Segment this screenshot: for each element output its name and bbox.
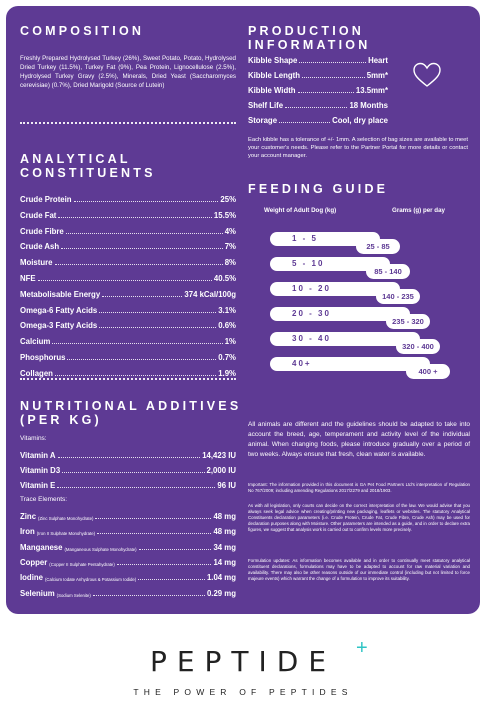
row-label: Calcium <box>20 337 51 347</box>
production-row <box>248 101 388 110</box>
value-row <box>20 255 236 267</box>
feeding-grams-badge: 400 + <box>406 364 450 379</box>
brand-plus-mark: + <box>356 637 368 659</box>
row-leader <box>93 595 205 596</box>
value-row <box>20 271 236 283</box>
row-value: 48 mg <box>213 527 236 537</box>
row-label: Kibble Width <box>248 86 296 95</box>
row-note: (Zinc Sulphate Monohydrate) <box>38 516 94 521</box>
feeding-title: FEEDING GUIDE <box>248 182 389 196</box>
row-label: Omega-6 Fatty Acids <box>20 305 98 315</box>
row-leader <box>38 280 212 281</box>
additives-title-line1: NUTRITIONAL ADDITIVES <box>20 399 242 413</box>
row-leader <box>102 296 182 297</box>
additives-title-line2: (PER KG) <box>20 413 102 427</box>
composition-text: Freshly Prepared Hydrolysed Turkey (26%), Sweet Potato, Potato, Hydrolysed Dried Turkey (11.5%), Turkey Fat (9%), Pea Protein, Lignocellulose (2.5%), Hydrolysed Turkey Gravy (2.5%), Minerals, Dried Yeast (Saccharomyces cerevisiae) (0.7%), Dried Marigold (Source of Lutein) <box>20 55 236 89</box>
fine-print-formulation: Formulation updates: As information becomes available and in order to continually meet statutory analytical constituent declarations, formulations may have to be adapted to account for raw material variation and availability. There may also be other reasons outside of our immediate control (including but not limited to force majeure events) which warrant the change of a formulation to improve its suitability. <box>248 558 470 581</box>
row-leader <box>61 248 223 249</box>
row-value: 1.04 mg <box>206 573 236 583</box>
value-row <box>20 208 236 220</box>
row-value: 4% <box>224 226 236 236</box>
value-row <box>20 509 236 521</box>
row-leader <box>74 201 219 202</box>
row-value: 18 Months <box>349 101 388 110</box>
value-row <box>20 318 236 330</box>
row-label: Storage <box>248 116 278 125</box>
row-leader <box>299 62 366 63</box>
row-value: Cool, dry place <box>332 116 388 125</box>
row-note: (Copper II Sulphate Pentahydrate) <box>49 561 115 567</box>
feeding-weight-label: 30 - 40 <box>292 334 331 343</box>
row-leader <box>99 327 216 328</box>
vitamins-label: Vitamins: <box>20 435 47 442</box>
row-leader <box>58 217 212 218</box>
row-value: 25% <box>220 195 236 204</box>
row-leader <box>285 107 347 108</box>
row-label: Crude Protein <box>20 195 72 204</box>
value-row <box>20 478 236 490</box>
row-label: Shelf Life <box>248 101 284 110</box>
row-label: Collagen <box>20 368 53 378</box>
value-row <box>20 350 236 362</box>
row-value: 5mm* <box>366 71 388 80</box>
row-value: 34 mg <box>213 542 236 552</box>
value-row <box>20 448 236 460</box>
analytical-title-line1: ANALYTICAL <box>20 152 131 166</box>
brand-tagline: THE POWER OF PEPTIDES <box>133 687 353 697</box>
heart-icon <box>412 62 442 88</box>
row-label: Zinc <box>20 512 37 521</box>
brand-logo: PEPTIDE <box>149 645 337 678</box>
row-leader <box>138 579 205 580</box>
value-row <box>20 540 236 552</box>
row-label: Iron <box>20 527 35 537</box>
row-value: 15.5% <box>213 210 236 220</box>
production-row <box>248 71 388 80</box>
feeding-weight-label: 5 - 10 <box>292 259 325 268</box>
production-note: Each kibble has a tolerance of +/- 1mm. A selection of bag sizes are available to meet your customer's needs. Please refer to the Partner Portal for more details or contact your account manager. <box>248 137 468 159</box>
row-value: 8% <box>224 258 236 268</box>
row-value: 374 kCal/100g <box>184 289 236 299</box>
row-label: Omega-3 Fatty Acids <box>20 321 98 331</box>
row-label: Vitamin E <box>20 481 56 490</box>
value-row <box>20 239 236 251</box>
row-label: Selenium <box>20 588 55 598</box>
row-value: 13.5mm* <box>355 86 388 95</box>
row-leader <box>58 457 201 458</box>
fine-print-legislation: As with all legislation, only courts can decide on the correct interpretation of the law. We would advise that you always seek legal advice when creating/printing new packaging, leaflets or websites. The statutory Analytical Constituents declaration parameters (i.e. Crude Protein, Crude Fat, Crude Fibre, Crude Ash) may be used for declaration purposes along with Moisture. Other parameters are intended as a guide, and in order to declare extra figures, we suggest that analysis work is carried out to confirm levels more precisely. <box>248 503 470 532</box>
row-label: Manganese <box>20 542 63 552</box>
row-label: NFE <box>20 274 36 283</box>
row-leader <box>298 92 354 93</box>
trace-label: Trace Elements: <box>20 496 68 503</box>
row-value: 0.29 mg <box>206 588 236 598</box>
composition-title: COMPOSITION <box>20 24 145 38</box>
feeding-col-grams: Grams (g) per day <box>392 207 445 214</box>
fine-print-important: Important: The information provided in this document is GA Pet Food Partners Ltd's interpretation of Regulation No 767/2009; including amending Regulations 2017/2279 and 2018/1903. <box>248 482 470 493</box>
row-note: (Iron II Sulphate Monohydrate) <box>36 531 96 537</box>
value-row <box>20 334 236 346</box>
row-leader <box>66 233 223 234</box>
feeding-weight-label: 20 - 30 <box>292 309 331 318</box>
row-value: 7% <box>224 242 236 252</box>
value-row <box>20 463 236 475</box>
row-label: Copper <box>20 557 48 567</box>
value-row <box>20 570 236 582</box>
row-leader <box>55 375 216 376</box>
row-label: Phosphorus <box>20 353 66 362</box>
row-note: (Sodium Selenite) <box>56 592 91 598</box>
feeding-col-weight: Weight of Adult Dog (kg) <box>264 207 337 214</box>
value-row <box>20 555 236 567</box>
production-row <box>248 116 388 125</box>
divider <box>20 378 236 380</box>
row-value: 3.1% <box>218 305 236 315</box>
row-leader <box>302 77 365 78</box>
feeding-grams-badge: 140 - 235 <box>376 289 420 304</box>
value-row <box>20 586 236 598</box>
row-label: Vitamin D3 <box>20 466 61 475</box>
divider <box>20 122 236 124</box>
row-leader <box>97 533 211 534</box>
feeding-grams-badge: 85 - 140 <box>366 264 410 279</box>
row-label: Metabolisable Energy <box>20 289 101 299</box>
row-value: 0.7% <box>218 353 236 362</box>
row-note: (Calcium Iodate Anhydrous & Potassium Iodide) <box>44 577 137 583</box>
row-leader <box>99 312 216 313</box>
row-leader <box>57 487 215 488</box>
feeding-grams-badge: 320 - 400 <box>396 339 440 354</box>
row-value: 1% <box>224 337 236 347</box>
feeding-grams-badge: 235 - 320 <box>386 314 430 329</box>
product-info-panel <box>6 6 480 614</box>
row-label: Moisture <box>20 258 53 268</box>
row-value: 0.6% <box>218 321 236 331</box>
row-label: Crude Fat <box>20 210 57 220</box>
row-label: Iodine <box>20 573 43 583</box>
production-row <box>248 86 388 95</box>
row-value: 14 mg <box>213 557 236 567</box>
row-label: Kibble Length <box>248 71 300 80</box>
row-leader <box>62 472 204 473</box>
feeding-weight-label: 10 - 20 <box>292 284 331 293</box>
value-row <box>20 366 236 378</box>
row-leader <box>55 264 223 265</box>
row-value: 96 IU <box>217 481 236 490</box>
value-row <box>20 524 236 536</box>
row-value: 14,423 IU <box>202 451 236 460</box>
value-row <box>20 303 236 315</box>
row-value: 48 mg <box>213 512 236 521</box>
row-label: Crude Ash <box>20 242 60 252</box>
production-row <box>248 56 388 65</box>
row-leader <box>139 549 212 550</box>
row-value: 2,000 IU <box>206 466 236 475</box>
row-leader <box>52 343 222 344</box>
production-title-line1: PRODUCTION <box>248 24 365 38</box>
value-row <box>20 224 236 236</box>
row-leader <box>117 564 212 565</box>
row-value: 1.9% <box>218 368 236 378</box>
row-label: Kibble Shape <box>248 56 298 65</box>
row-label: Vitamin A <box>20 451 56 460</box>
row-value: Heart <box>368 56 388 65</box>
feeding-weight-label: 1 - 5 <box>292 234 319 243</box>
value-row <box>20 287 236 299</box>
row-leader <box>67 359 216 360</box>
row-leader <box>95 518 211 519</box>
row-leader <box>279 122 330 123</box>
value-row <box>20 192 236 204</box>
row-value: 40.5% <box>213 274 236 283</box>
row-note: (Manganeous Sulphate Monohydrate) <box>64 546 137 552</box>
row-label: Crude Fibre <box>20 226 64 236</box>
production-title-line2: INFORMATION <box>248 38 371 52</box>
feeding-grams-badge: 25 - 85 <box>356 239 400 254</box>
feeding-advice: All animals are different and the guidelines should be adapted to take into account the breed, age, temperament and activity level of the individual animal. When changing foods, please introduce gradually over a period of two weeks. Always ensure that fresh, clean water is available. <box>248 421 470 458</box>
analytical-title-line2: CONSTITUENTS <box>20 166 156 180</box>
feeding-weight-label: 40+ <box>292 359 312 368</box>
